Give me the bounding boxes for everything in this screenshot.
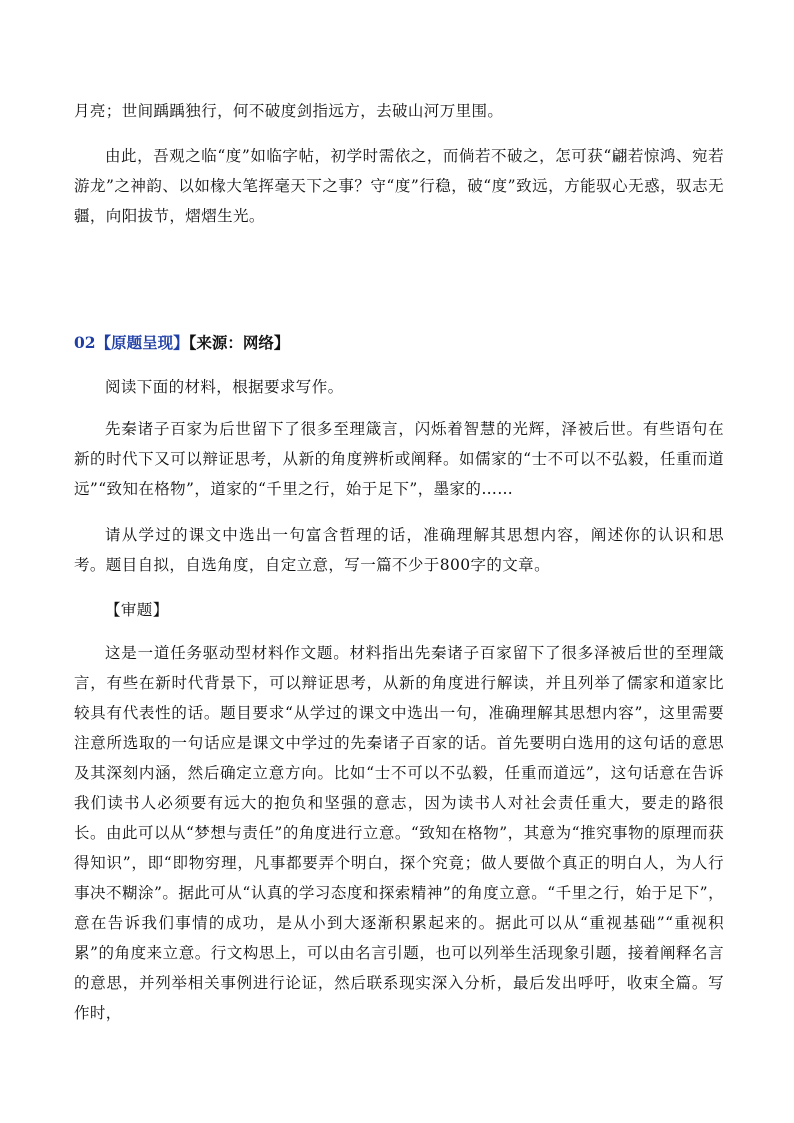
paragraph-moon-ending: 月亮；世间踽踽独行，何不破度剑指远方，去破山河万里围。 — [74, 102, 504, 120]
section-number: 02 — [74, 333, 96, 352]
paragraph-conclusion: 由此，吾观之临“度”如临字帖，初学时需依之，而倘若不破之，怎可获“翩若惊鸿、宛若游龙”之神韵、以如椽大笔挥毫天下之事？守“度”行稳，破“度”致远，方能驭心无惑，驭志无疆，向阳拔节，熠熠生光。 — [74, 147, 724, 225]
section-heading — [74, 331, 289, 355]
section-source: 【来源：网络】 — [188, 333, 290, 352]
paragraph-analysis: 这是一道任务驱动型材料作文题。材料指出先秦诸子百家留下了很多泽被后世的至理箴言，有些在新时代背景下，可以辩证思考，从新的角度进行解读，并且列举了儒家和道家比较具有代表性的话。题目要求“从学过的课文中选出一句，准确理解其思想内容”，这里需要注意所选取的一句话应是课文中学过的先秦诸子百家的话。首先要明白选用的这句话的意思及其深刻内涵，然后确定立意方向。比如“士不可以不弘毅，任重而道远”，这句话意在告诉我们读书人必须要有远大的抱负和坚强的意志，因为读书人对社会责任重大，要走的路很长。由此可以从“梦想与责任”的角度进行立意。“致知在格物”，其意为“推究事物的原理而获得知识”，即“即物穷理，凡事都要弄个明白，探个究竟；做人要做个真正的明白人，为人行事决不糊涂”。据此可从“认真的学习态度和探索精神”的角度立意。“千里之行，始于足下”，意在告诉我们事情的成功，是从小到大逐渐积累起来的。据此可以从“重视基础”“重视积累”的角度来立意。行文构思上，可以由名言引题，也可以列举生活现象引题，接着阐释名言的意思，并列举相关事例进行论证，然后联系现实深入分析，最后发出呼吁，收束全篇。写作时， — [74, 644, 724, 1022]
paragraph-instruction: 阅读下面的材料，根据要求写作。 — [105, 378, 344, 396]
paragraph-review-heading: 【审题】 — [105, 601, 169, 619]
paragraph-material: 先秦诸子百家为后世留下了很多至理箴言，闪烁着智慧的光辉，泽被后世。有些语句在新的时代下又可以辩证思考，从新的角度辨析或阐释。如儒家的“士不可以不弘毅，任重而道远”“致知在格物”，道家的“千里之行，始于足下”，墨家的…… — [74, 420, 724, 498]
paragraph-requirements: 请从学过的课文中选出一句富含哲理的话，准确理解其思想内容，阐述你的认识和思考。题目自拟，自选角度，自定立意，写一篇不少于800字的文章。 — [74, 526, 724, 574]
section-tag-original-question: 【原题呈现】 — [95, 333, 189, 352]
